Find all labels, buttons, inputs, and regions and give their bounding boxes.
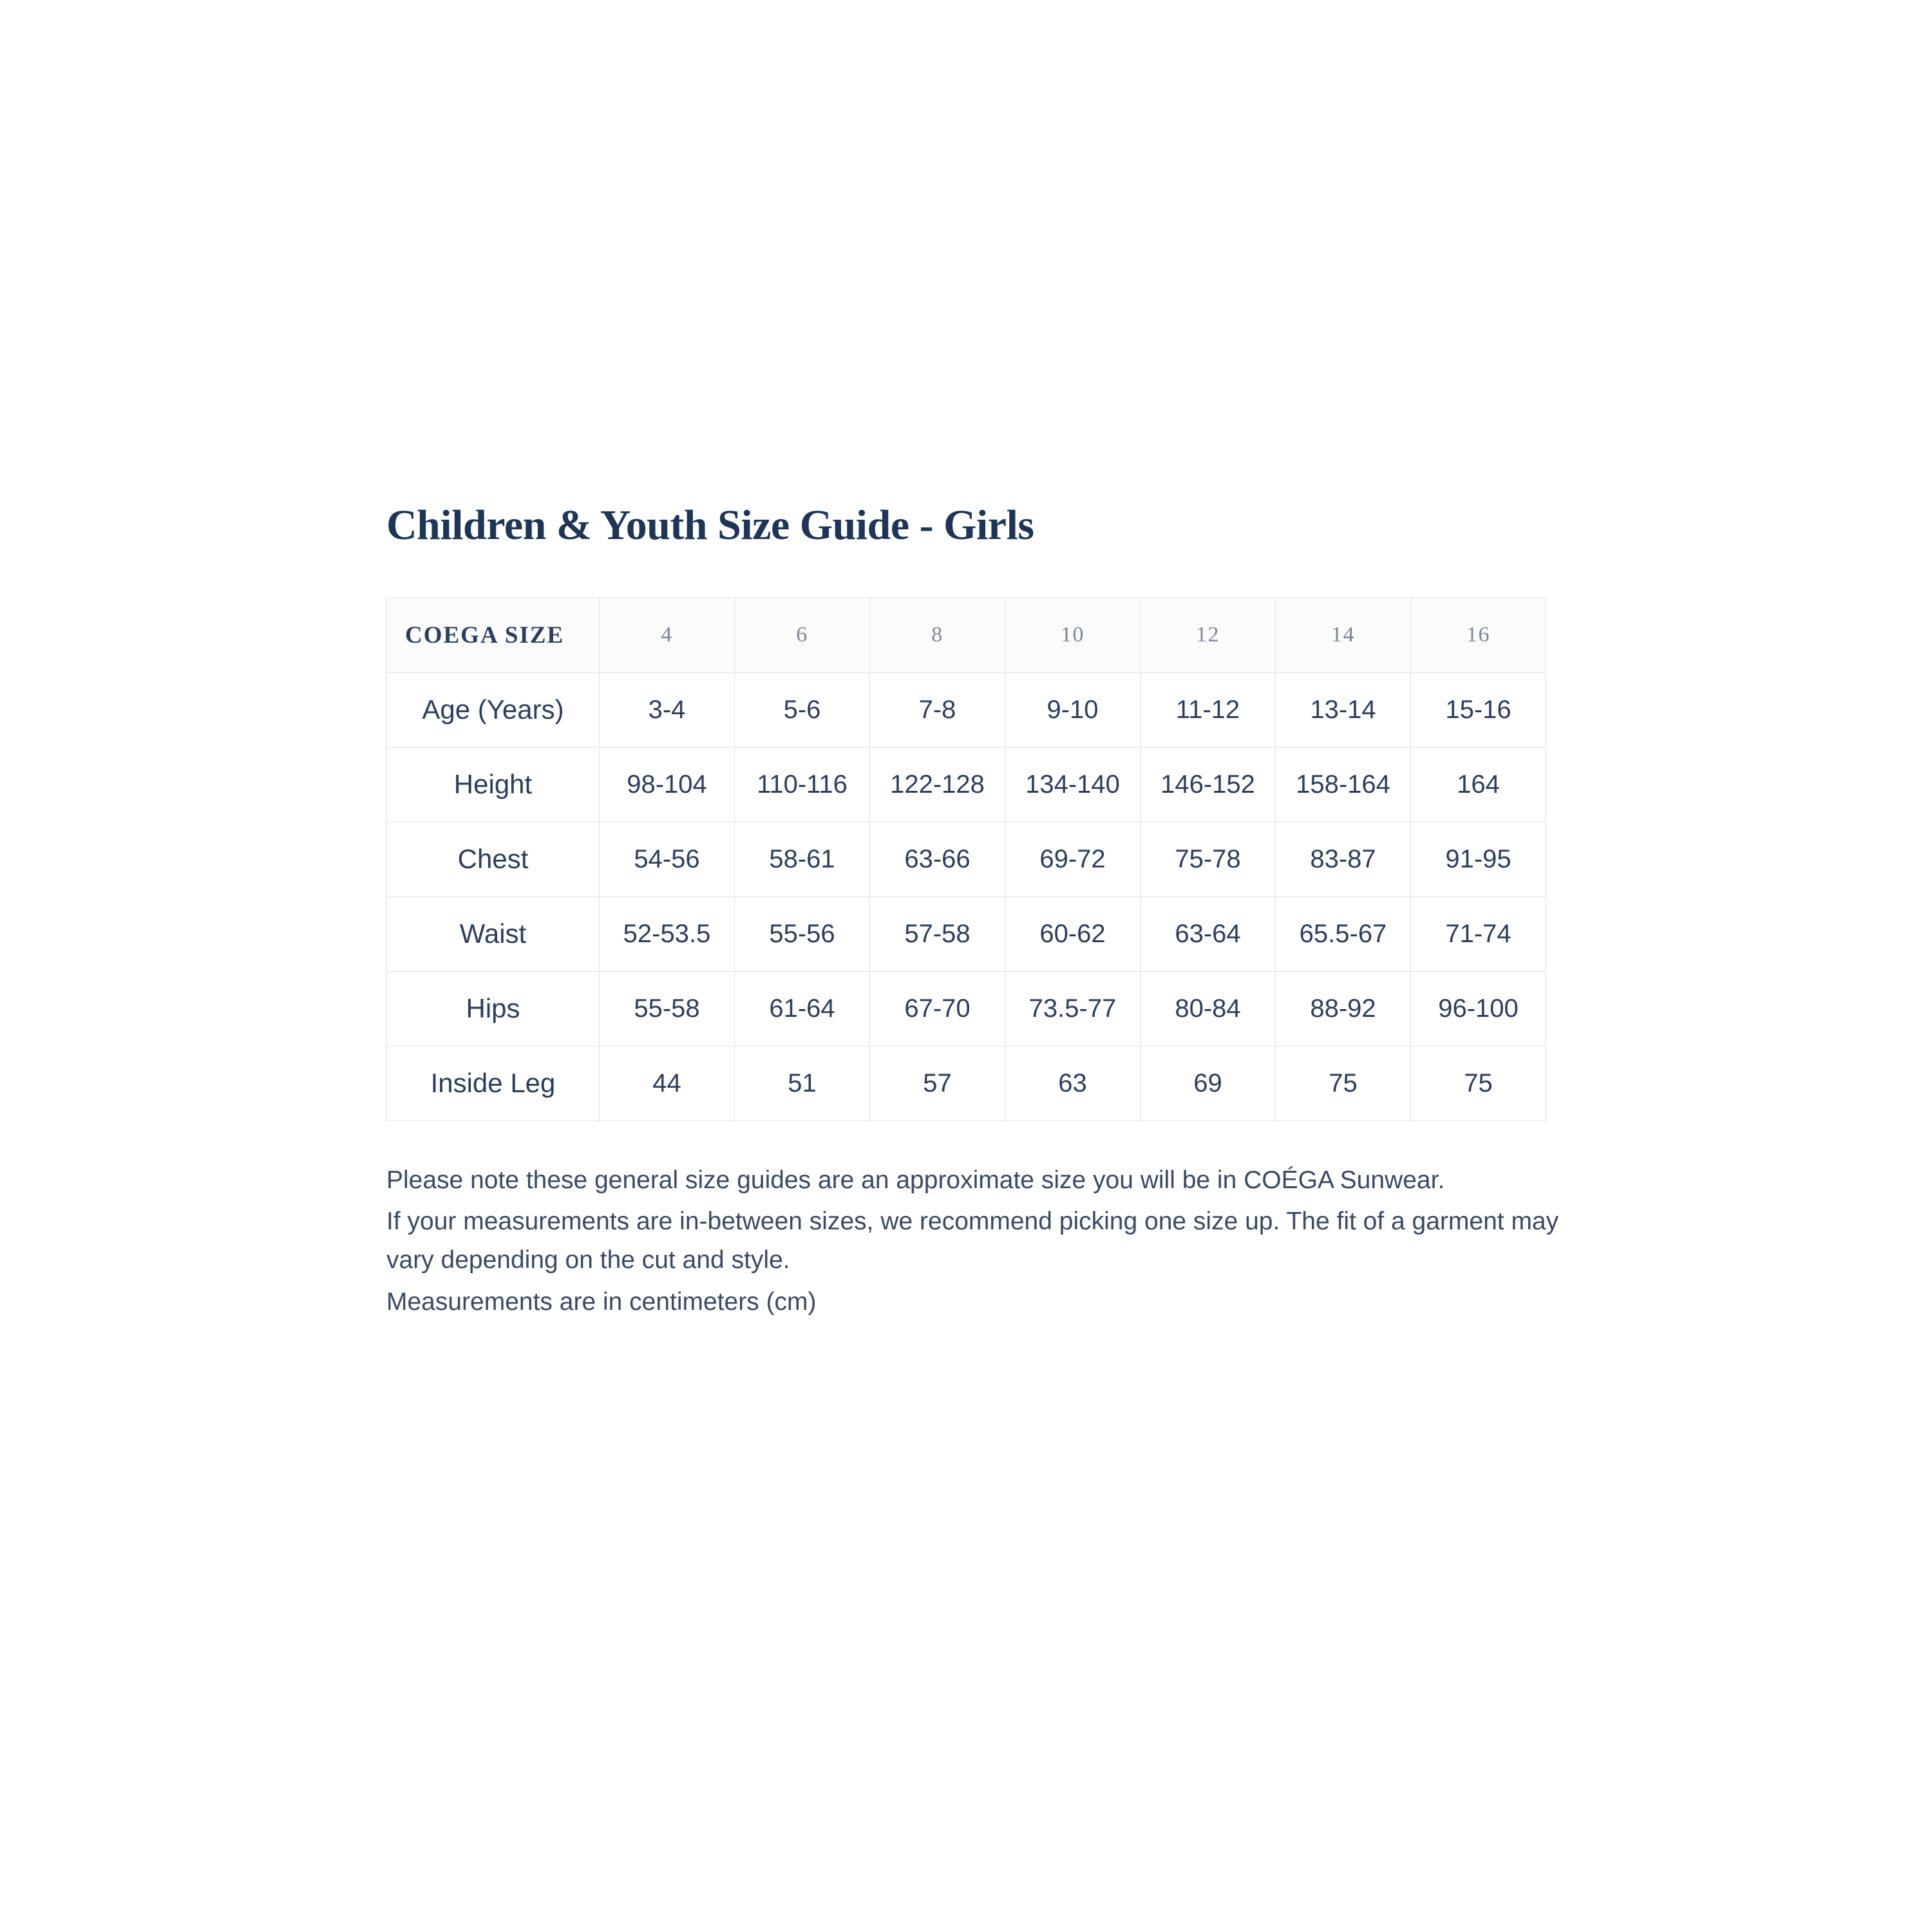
row-label-age: Age (Years) [387,672,600,747]
cell-chest-14: 83-87 [1276,822,1411,896]
cell-waist-12: 63-64 [1141,896,1276,971]
column-header-size-12: 12 [1141,598,1276,672]
row-label-height: Height [387,747,600,822]
table-row [387,822,1546,896]
cell-age-10: 9-10 [1005,672,1141,747]
column-header-size-6: 6 [735,598,870,672]
note-units: Measurements are in centimeters (cm) [386,1287,817,1316]
cell-age-8: 7-8 [870,672,1005,747]
cell-inside-leg-16: 75 [1411,1046,1546,1121]
cell-age-4: 3-4 [600,672,735,747]
cell-height-14: 158-164 [1276,747,1411,822]
column-header-size-14: 14 [1276,598,1411,672]
table-row [387,747,1546,822]
column-header-size-10: 10 [1005,598,1141,672]
size-guide-notes [386,1161,1578,1322]
cell-inside-leg-6: 51 [735,1046,870,1121]
table-body [387,672,1546,1121]
row-label-waist: Waist [387,896,600,971]
cell-hips-12: 80-84 [1141,971,1276,1046]
column-header-size-4: 4 [600,598,735,672]
cell-hips-8: 67-70 [870,971,1005,1046]
table-row [387,1046,1546,1121]
cell-inside-leg-12: 69 [1141,1046,1276,1121]
table-row [387,672,1546,747]
table-header-row [387,598,1546,672]
cell-chest-16: 91-95 [1411,822,1546,896]
cell-chest-10: 69-72 [1005,822,1141,896]
table-row [387,896,1546,971]
cell-inside-leg-10: 63 [1005,1046,1141,1121]
column-header-size-8: 8 [870,598,1005,672]
cell-hips-14: 88-92 [1276,971,1411,1046]
cell-hips-10: 73.5-77 [1005,971,1141,1046]
cell-waist-6: 55-56 [735,896,870,971]
cell-height-10: 134-140 [1005,747,1141,822]
cell-inside-leg-8: 57 [870,1046,1005,1121]
cell-waist-10: 60-62 [1005,896,1141,971]
cell-chest-4: 54-56 [600,822,735,896]
cell-inside-leg-14: 75 [1276,1046,1411,1121]
table-header [387,598,1546,672]
cell-chest-8: 63-66 [870,822,1005,896]
cell-hips-6: 61-64 [735,971,870,1046]
cell-height-12: 146-152 [1141,747,1276,822]
cell-age-6: 5-6 [735,672,870,747]
cell-waist-8: 57-58 [870,896,1005,971]
cell-inside-leg-4: 44 [600,1046,735,1121]
row-label-chest: Chest [387,822,600,896]
row-label-hips: Hips [387,971,600,1046]
cell-chest-6: 58-61 [735,822,870,896]
cell-height-4: 98-104 [600,747,735,822]
cell-chest-12: 75-78 [1141,822,1276,896]
cell-age-16: 15-16 [1411,672,1546,747]
cell-waist-14: 65.5-67 [1276,896,1411,971]
cell-age-12: 11-12 [1141,672,1276,747]
size-guide-content [386,502,1578,1321]
cell-hips-16: 96-100 [1411,971,1546,1046]
cell-height-8: 122-128 [870,747,1005,822]
cell-waist-16: 71-74 [1411,896,1546,971]
page-title: Children & Youth Size Guide - Girls [386,502,1034,549]
note-approximate-size: Please note these general size guides are an approximate size you will be in COÉGA Sunwear. [386,1166,1445,1194]
row-label-inside-leg: Inside Leg [387,1046,600,1121]
size-chart-table [386,598,1546,1121]
note-in-between-sizes: If your measurements are in-between sizes, we recommend picking one size up. The fit of a garment may vary depending on the cut and style. [386,1208,1559,1274]
cell-age-14: 13-14 [1276,672,1411,747]
cell-height-6: 110-116 [735,747,870,822]
cell-height-16: 164 [1411,747,1546,822]
table-row [387,971,1546,1046]
column-header-size-16: 16 [1411,598,1546,672]
column-header-coega-size: COEGA SIZE [387,598,600,672]
cell-waist-4: 52-53.5 [600,896,735,971]
cell-hips-4: 55-58 [600,971,735,1046]
